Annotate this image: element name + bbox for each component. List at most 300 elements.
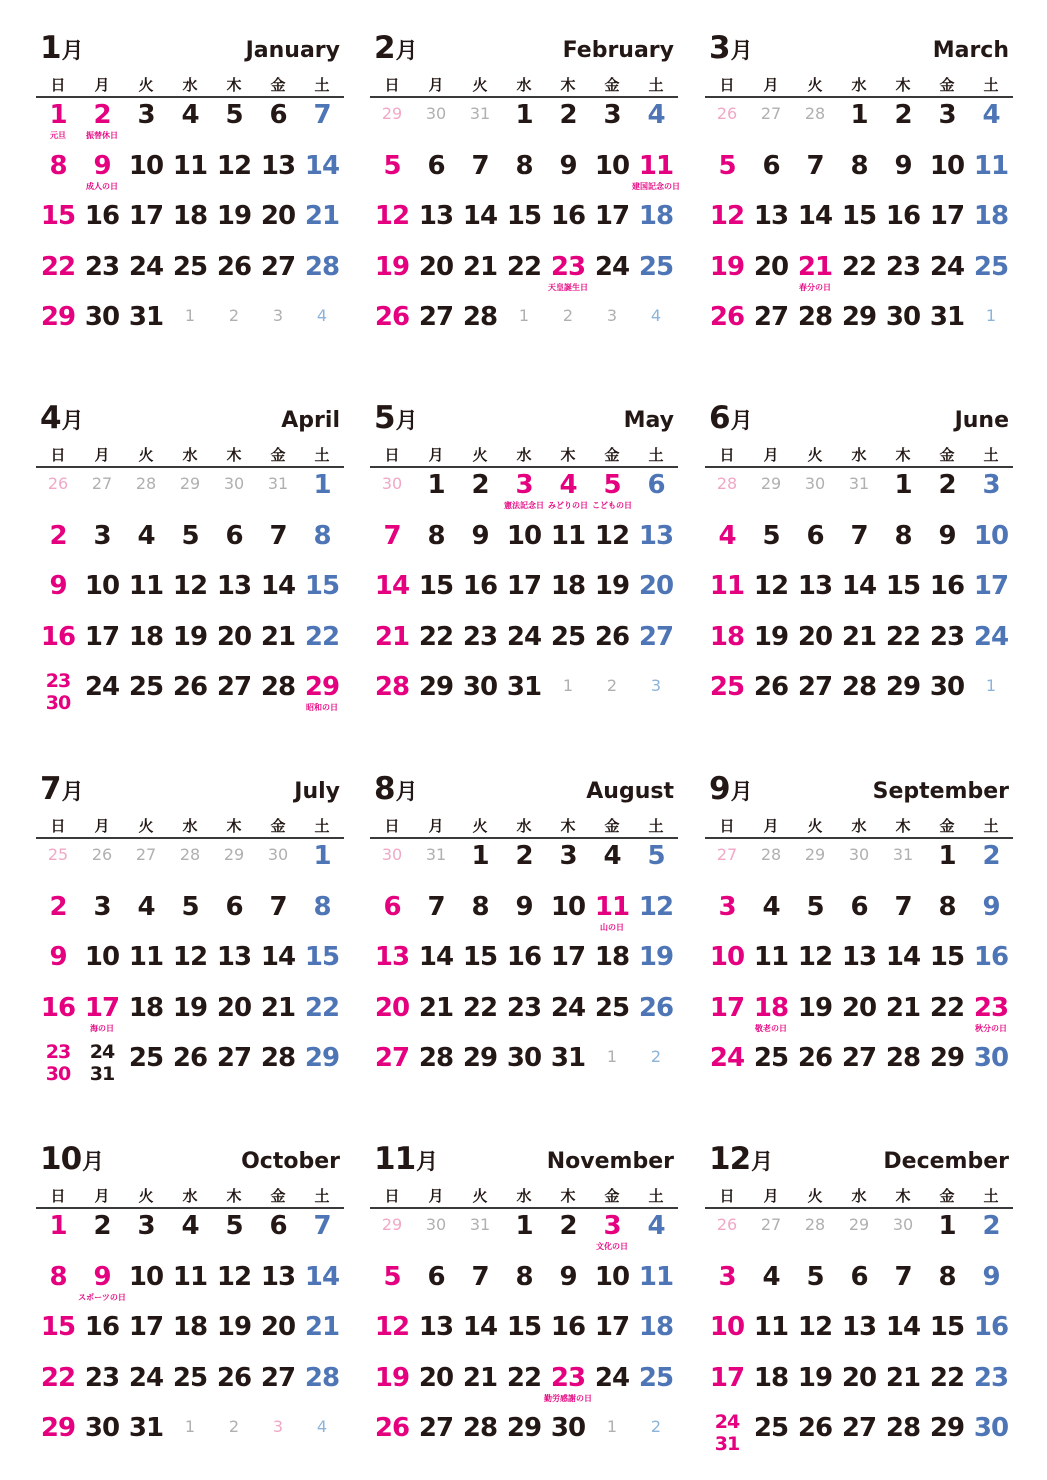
day-number: 16 [929,571,965,601]
day-number: 12 [638,891,674,922]
day-number: 10 [709,942,745,972]
day-number: 1 [938,841,956,871]
day-cell [168,892,212,942]
day-number: 4 [137,520,155,551]
day-cell [212,672,256,722]
day-number: 19 [594,571,630,601]
day-cell [925,1043,969,1093]
day-cell [793,100,837,150]
day-number: 18 [638,201,674,231]
day-cell [212,470,256,520]
day-cell [168,841,212,891]
day-cell [705,470,749,520]
day-cell [502,892,546,942]
day-number: 21 [304,201,340,231]
month-name: March [932,38,1009,63]
day-number: 27 [374,1043,410,1073]
holiday-label: 昭和の日 [306,703,338,712]
weekday-label: 水 [851,1187,867,1205]
day-number: 23 [885,251,921,282]
day-number: 11 [172,150,208,181]
day-number: 11 [550,520,586,551]
day-number: 15 [841,201,877,231]
month-name: May [623,408,674,433]
day-number: 10 [128,150,164,181]
month-january [36,30,344,360]
day-cell [212,622,256,672]
day-cell [36,571,80,621]
day-cell [124,201,168,251]
day-cell [925,100,969,150]
day-number: 6 [647,470,665,500]
day-cell [705,521,749,571]
day-cell [925,1262,969,1312]
day-cell [925,892,969,942]
day-number: 8 [515,1261,533,1292]
day-number: 15 [40,201,76,231]
day-number: 26 [91,845,113,864]
holiday-label: スポーツの日 [78,1292,126,1302]
day-number: 21 [462,251,498,282]
day-cell [458,302,502,352]
day-cell [458,151,502,201]
day-cell [590,201,634,251]
day-cell [793,622,837,672]
day-cell [124,1043,168,1093]
day-number: 12 [216,150,252,181]
day-number: 12 [172,571,208,601]
day-cell [168,1413,212,1463]
day-number: 14 [797,201,833,231]
day-number: 27 [418,302,454,332]
day-cell [749,622,793,672]
day-cell [502,521,546,571]
day-number: 22 [885,621,921,652]
day-cell [414,470,458,520]
day-cell [925,571,969,621]
day-number: 5 [806,1261,824,1292]
day-number: 22 [304,992,340,1023]
day-cell [502,841,546,891]
month-november [370,1141,678,1471]
day-cell [502,470,546,520]
day-number: 11 [709,571,745,601]
weekday-label: 月 [94,76,110,94]
day-cell [256,622,300,672]
day-number: 28 [462,1413,498,1443]
day-cell [300,1262,344,1312]
day-number: 22 [304,621,340,652]
day-cell [256,1363,300,1413]
day-number: 25 [128,672,164,702]
day-cell [634,1312,678,1362]
day-number: 18 [638,1312,674,1342]
day-number: 13 [260,1261,296,1292]
day-number: 1 [894,470,912,500]
day-cell [590,100,634,150]
day-number: 29 [223,845,245,864]
day-number: 28 [760,845,782,864]
day-number: 27 [716,845,738,864]
day-cell [256,252,300,302]
day-cell [212,1312,256,1362]
day-cell [370,151,414,201]
weekday-label: 水 [851,446,867,464]
day-number: 19 [172,992,208,1023]
day-number: 6 [225,891,243,922]
day-number: 6 [850,1261,868,1292]
day-cell [969,100,1013,150]
day-cell [837,100,881,150]
day-number: 2 [93,100,111,130]
day-number: 9 [93,150,111,181]
month-name: August [586,779,674,804]
day-cell [300,1043,344,1093]
day-number: 28 [135,474,157,493]
day-number: 30 [381,474,403,493]
day-number: 1 [518,306,530,325]
day-number: 26 [47,474,69,493]
day-number: 16 [40,992,76,1023]
day-cell [124,1413,168,1463]
month-suffix: 月 [416,1150,438,1175]
weekday-label: 日 [50,817,66,835]
day-number: 5 [225,1211,243,1241]
day-number: 31 [550,1043,586,1073]
weekday-label: 土 [983,1187,999,1205]
day-cell [793,201,837,251]
month-name: December [883,1149,1009,1174]
day-number: 9 [938,520,956,551]
day-cell [458,252,502,302]
day-cell [458,1211,502,1261]
weekday-label: 火 [472,76,488,94]
day-cell [837,993,881,1043]
day-cell [300,672,344,722]
weekday-label: 月 [94,446,110,464]
day-number: 19 [797,1362,833,1393]
day-number: 23 [84,1362,120,1393]
day-number: 16 [462,571,498,601]
day-cell [837,1043,881,1093]
day-cell [634,1211,678,1261]
day-number: 23 [84,251,120,282]
day-cell [124,622,168,672]
day-number: 4 [647,100,665,130]
month-number-value: 4 [40,400,61,436]
day-cell [36,521,80,571]
day-number: 29 [804,845,826,864]
day-number: 11 [172,1261,208,1292]
holiday-label: 山の日 [600,922,624,932]
day-number: 24 [709,1043,745,1073]
weekday-label: 金 [939,76,955,94]
day-cell [925,622,969,672]
day-cell [705,892,749,942]
month-august [370,771,678,1101]
month-suffix: 月 [751,1150,773,1175]
day-cell [212,1043,256,1093]
day-cell [256,571,300,621]
day-cell [80,571,124,621]
day-number: 27 [418,1413,454,1443]
month-number-value: 2 [374,30,395,66]
day-number: 31 [892,845,914,864]
day-number: 20 [260,1312,296,1342]
day-cell [300,252,344,302]
weekday-label: 月 [763,446,779,464]
day-cell [80,622,124,672]
day-cell [168,1043,212,1093]
month-number [40,30,83,66]
day-number: 3 [93,520,111,551]
day-number: 29 [381,104,403,123]
day-number: 30 [973,1413,1009,1443]
weekday-label: 水 [182,1187,198,1205]
month-name: February [562,38,674,63]
day-number: 7 [269,891,287,922]
day-cell [881,1413,925,1463]
month-suffix: 月 [61,409,83,434]
day-number: 8 [894,520,912,551]
day-cell [80,302,124,352]
day-cell [36,1211,80,1261]
day-number: 1 [313,841,331,871]
day-number: 3 [606,306,618,325]
day-cell [212,1262,256,1312]
day-number: 15 [885,571,921,601]
day-number: 11 [128,571,164,601]
day-number: 15 [304,942,340,972]
day-cell [502,1211,546,1261]
day-cell [212,521,256,571]
day-cell [546,672,590,722]
weekday-header [36,74,344,98]
day-cell [546,470,590,520]
day-cell [634,672,678,722]
day-cell [502,1363,546,1413]
day-cell [969,252,1013,302]
day-cell [502,252,546,302]
day-number: 26 [638,992,674,1023]
weekday-label: 水 [516,76,532,94]
day-number: 31 [89,1063,115,1085]
day-number: 30 [267,845,289,864]
weekday-label: 水 [516,817,532,835]
day-cell [925,521,969,571]
weekday-label: 木 [895,817,911,835]
day-cell [837,1262,881,1312]
month-name: January [245,38,340,63]
day-number: 25 [172,251,208,282]
weekday-label: 土 [314,1187,330,1205]
day-number: 28 [797,302,833,332]
day-cell [502,993,546,1043]
day-number: 29 [304,672,340,702]
day-number: 25 [172,1362,208,1393]
day-cell [256,841,300,891]
day-cell [969,942,1013,992]
day-number: 6 [427,150,445,181]
weekday-label: 日 [719,76,735,94]
day-cell [414,1211,458,1261]
day-number: 3 [603,1211,621,1241]
day-number: 19 [374,251,410,282]
weekday-header [36,815,344,839]
holiday-label: 敬老の日 [755,1023,787,1033]
month-number-value: 10 [40,1141,82,1177]
day-number: 17 [128,201,164,231]
day-number: 28 [841,672,877,702]
day-cell [546,100,590,150]
weekday-label: 土 [983,817,999,835]
day-cell [634,1043,678,1093]
day-number: 4 [762,1261,780,1292]
day-number: 4 [559,470,577,500]
day-cell [36,302,80,352]
day-number: 30 [45,692,71,714]
day-cell [36,672,80,722]
day-cell [212,1363,256,1413]
month-number [709,1141,772,1177]
month-suffix: 月 [82,1150,104,1175]
day-cell [705,252,749,302]
day-cell [124,100,168,150]
day-number: 19 [172,621,208,652]
month-number [40,1141,103,1177]
day-number: 17 [550,942,586,972]
day-cell [749,151,793,201]
holiday-label: 春分の日 [799,282,831,292]
day-number: 26 [374,302,410,332]
day-cell [837,1413,881,1463]
day-number: 6 [383,891,401,922]
day-cell [168,993,212,1043]
day-number: 27 [260,1362,296,1393]
day-cell [80,201,124,251]
day-cell [925,672,969,722]
day-number: 21 [304,1312,340,1342]
day-number: 14 [260,571,296,601]
day-number: 30 [885,302,921,332]
day-number: 31 [425,845,447,864]
day-number: 2 [606,676,618,695]
weekday-label: 火 [807,1187,823,1205]
day-cell [212,571,256,621]
day-number: 10 [594,1261,630,1292]
weekday-label: 火 [807,446,823,464]
day-cell [502,1413,546,1463]
month-february [370,30,678,360]
day-cell [300,942,344,992]
day-cell [124,672,168,722]
weekday-label: 土 [983,76,999,94]
day-cell [881,993,925,1043]
day-number: 5 [762,520,780,551]
weekday-label: 日 [719,446,735,464]
day-cell [590,470,634,520]
day-cell [634,942,678,992]
month-suffix: 月 [395,780,417,805]
day-number: 4 [982,100,1000,130]
day-number: 1 [985,676,997,695]
month-number-value: 1 [40,30,61,66]
day-number: 26 [716,1215,738,1234]
day-number: 22 [929,1362,965,1393]
day-cell [749,302,793,352]
weekday-header [705,74,1013,98]
day-number: 29 [179,474,201,493]
day-number: 18 [128,621,164,652]
holiday-label: 建国記念の日 [632,181,680,191]
day-cell [168,672,212,722]
day-cell [793,1262,837,1312]
day-number: 29 [418,672,454,702]
day-number: 14 [462,201,498,231]
day-number: 6 [269,1211,287,1241]
day-cell [634,302,678,352]
day-number: 24 [128,251,164,282]
day-number: 23 [929,621,965,652]
day-cell [546,942,590,992]
holiday-label: 憲法記念日 [504,501,544,510]
day-number: 7 [313,1211,331,1241]
day-cell [80,151,124,201]
day-number: 19 [374,1362,410,1393]
weekday-label: 日 [50,446,66,464]
month-name: November [546,1149,674,1174]
day-number: 29 [929,1413,965,1443]
weekday-label: 木 [560,817,576,835]
day-cell [502,1312,546,1362]
month-number [709,400,752,436]
weekday-header [705,815,1013,839]
day-number: 20 [418,1362,454,1393]
day-cell [36,1043,80,1093]
day-cell [705,1211,749,1261]
day-cell [124,521,168,571]
day-number: 3 [137,100,155,130]
day-cell [969,151,1013,201]
day-cell [881,100,925,150]
day-cell [256,470,300,520]
day-number: 26 [172,1043,208,1073]
weekday-label: 金 [939,817,955,835]
day-cell [705,993,749,1043]
day-cell [969,1363,1013,1413]
day-cell [502,622,546,672]
day-cell [256,672,300,722]
day-cell [300,470,344,520]
day-number: 25 [594,992,630,1023]
day-cell [749,942,793,992]
day-cell [168,151,212,201]
day-cell [705,1262,749,1312]
day-number: 1 [515,100,533,130]
day-cell [749,1211,793,1261]
weekday-label: 日 [384,76,400,94]
day-cell [256,1312,300,1362]
day-cell [969,571,1013,621]
day-cell [414,571,458,621]
day-number: 5 [225,100,243,130]
day-cell [36,252,80,302]
day-number: 29 [381,1215,403,1234]
day-cell [300,622,344,672]
day-cell [634,252,678,302]
day-cell [370,1363,414,1413]
month-number-value: 11 [374,1141,416,1177]
